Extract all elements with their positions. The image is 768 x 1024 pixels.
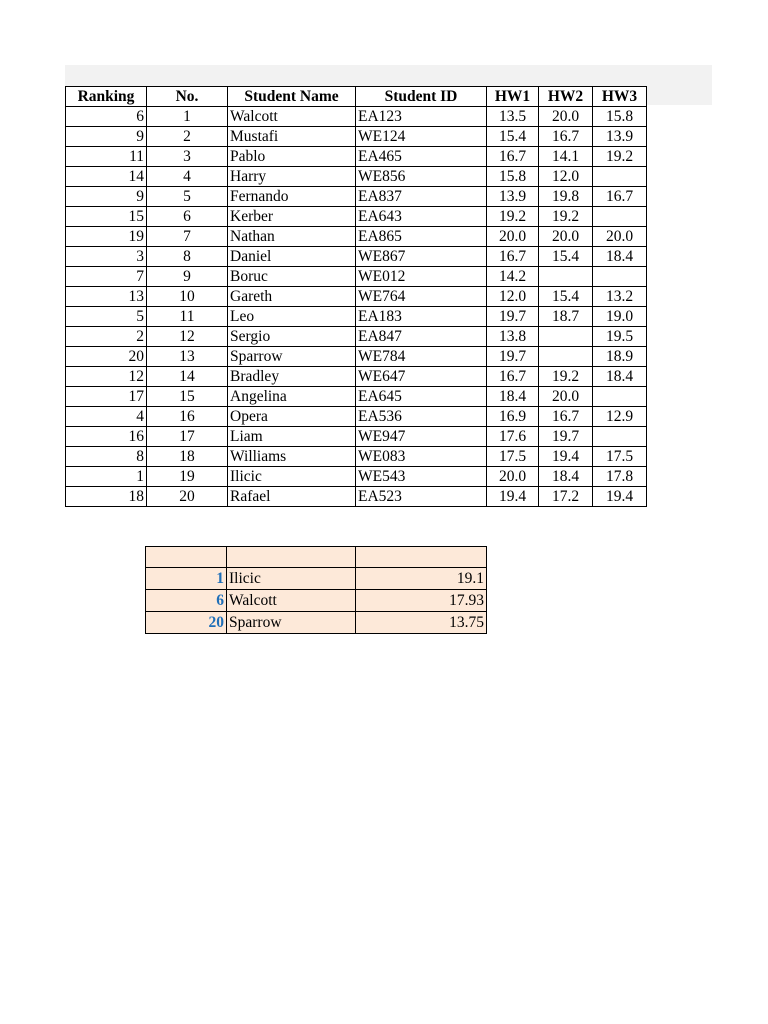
cell-student-id[interactable]: EA865 (356, 227, 487, 247)
cell-student-name[interactable]: Pablo (228, 147, 356, 167)
cell-ranking[interactable]: 1 (66, 467, 147, 487)
summary-rank-cell[interactable]: 6 (146, 590, 227, 612)
cell-student-id[interactable]: WE012 (356, 267, 487, 287)
header-hw2[interactable]: HW2 (539, 87, 593, 107)
cell-hw2[interactable]: 19.2 (539, 367, 593, 387)
cell-hw1[interactable]: 20.0 (487, 227, 539, 247)
cell-ranking[interactable]: 19 (66, 227, 147, 247)
header-no[interactable]: No. (147, 87, 228, 107)
table-row (66, 407, 647, 427)
cell-student-id[interactable]: WE543 (356, 467, 487, 487)
cell-no[interactable]: 6 (147, 207, 228, 227)
cell-no[interactable]: 2 (147, 127, 228, 147)
cell-hw1[interactable]: 20.0 (487, 467, 539, 487)
table-row (66, 327, 647, 347)
header-student-name[interactable]: Student Name (228, 87, 356, 107)
summary-name-cell[interactable] (227, 547, 356, 568)
cell-hw1[interactable]: 14.2 (487, 267, 539, 287)
cell-no[interactable]: 1 (147, 107, 228, 127)
header-hw1[interactable]: HW1 (487, 87, 539, 107)
cell-student-name[interactable]: Opera (228, 407, 356, 427)
cell-hw3[interactable]: 13.2 (593, 287, 647, 307)
cell-student-name[interactable]: Liam (228, 427, 356, 447)
header-row (66, 87, 647, 107)
cell-student-name[interactable]: Walcott (228, 107, 356, 127)
table-row (66, 387, 647, 407)
cell-no[interactable]: 17 (147, 427, 228, 447)
table-row (66, 287, 647, 307)
top-students-summary-table (145, 546, 487, 634)
cell-no[interactable]: 11 (147, 307, 228, 327)
cell-hw2[interactable]: 18.4 (539, 467, 593, 487)
cell-hw3[interactable] (593, 387, 647, 407)
cell-student-id[interactable]: WE947 (356, 427, 487, 447)
summary-name-cell[interactable]: Ilicic (227, 568, 356, 590)
cell-ranking[interactable]: 16 (66, 427, 147, 447)
cell-hw2[interactable]: 20.0 (539, 107, 593, 127)
cell-hw3[interactable]: 16.7 (593, 187, 647, 207)
header-student-id[interactable]: Student ID (356, 87, 487, 107)
cell-hw2[interactable] (539, 267, 593, 287)
cell-hw2[interactable]: 16.7 (539, 127, 593, 147)
cell-no[interactable]: 20 (147, 487, 228, 507)
student-scores-table (65, 86, 647, 507)
cell-student-id[interactable]: EA837 (356, 187, 487, 207)
cell-no[interactable]: 5 (147, 187, 228, 207)
table-row (66, 467, 647, 487)
cell-hw2[interactable]: 17.2 (539, 487, 593, 507)
cell-hw1[interactable]: 16.9 (487, 407, 539, 427)
cell-hw3[interactable]: 19.2 (593, 147, 647, 167)
cell-hw2[interactable]: 15.4 (539, 247, 593, 267)
summary-rank-cell[interactable] (146, 547, 227, 568)
cell-no[interactable]: 9 (147, 267, 228, 287)
summary-name-cell[interactable]: Walcott (227, 590, 356, 612)
summary-score-cell[interactable]: 13.75 (356, 612, 487, 634)
cell-no[interactable]: 12 (147, 327, 228, 347)
cell-hw1[interactable]: 12.0 (487, 287, 539, 307)
cell-student-name[interactable]: Nathan (228, 227, 356, 247)
cell-student-id[interactable]: WE647 (356, 367, 487, 387)
cell-student-id[interactable]: WE124 (356, 127, 487, 147)
cell-hw1[interactable]: 18.4 (487, 387, 539, 407)
cell-hw3[interactable]: 18.4 (593, 247, 647, 267)
cell-student-name[interactable]: Daniel (228, 247, 356, 267)
table-row (66, 167, 647, 187)
table-row (66, 227, 647, 247)
cell-hw2[interactable]: 14.1 (539, 147, 593, 167)
cell-student-name[interactable]: Sparrow (228, 347, 356, 367)
cell-hw3[interactable]: 12.9 (593, 407, 647, 427)
cell-hw2[interactable]: 18.7 (539, 307, 593, 327)
summary-score-cell[interactable] (356, 547, 487, 568)
cell-student-name[interactable]: Harry (228, 167, 356, 187)
cell-ranking[interactable]: 5 (66, 307, 147, 327)
cell-no[interactable]: 10 (147, 287, 228, 307)
table-row (66, 107, 647, 127)
summary-row (146, 612, 487, 634)
cell-student-id[interactable]: EA523 (356, 487, 487, 507)
cell-ranking[interactable]: 4 (66, 407, 147, 427)
cell-ranking[interactable]: 6 (66, 107, 147, 127)
cell-hw2[interactable]: 19.8 (539, 187, 593, 207)
cell-hw2[interactable] (539, 347, 593, 367)
header-hw3[interactable]: HW3 (593, 87, 647, 107)
cell-student-name[interactable]: Gareth (228, 287, 356, 307)
cell-hw1[interactable]: 16.7 (487, 247, 539, 267)
cell-student-name[interactable]: Sergio (228, 327, 356, 347)
cell-ranking[interactable]: 18 (66, 487, 147, 507)
cell-student-name[interactable]: Rafael (228, 487, 356, 507)
cell-no[interactable]: 19 (147, 467, 228, 487)
cell-hw3[interactable]: 18.9 (593, 347, 647, 367)
table-row (66, 367, 647, 387)
cell-ranking[interactable]: 20 (66, 347, 147, 367)
cell-hw1[interactable]: 17.5 (487, 447, 539, 467)
cell-no[interactable]: 14 (147, 367, 228, 387)
cell-hw2[interactable]: 12.0 (539, 167, 593, 187)
cell-hw2[interactable]: 19.7 (539, 427, 593, 447)
cell-ranking[interactable]: 7 (66, 267, 147, 287)
cell-no[interactable]: 3 (147, 147, 228, 167)
cell-hw3[interactable]: 13.9 (593, 127, 647, 147)
cell-hw1[interactable]: 15.8 (487, 167, 539, 187)
cell-ranking[interactable]: 15 (66, 207, 147, 227)
cell-no[interactable]: 15 (147, 387, 228, 407)
cell-ranking[interactable]: 9 (66, 187, 147, 207)
table-row (66, 247, 647, 267)
cell-hw1[interactable]: 19.7 (487, 347, 539, 367)
cell-ranking[interactable]: 8 (66, 447, 147, 467)
cell-no[interactable]: 18 (147, 447, 228, 467)
cell-hw3[interactable]: 19.0 (593, 307, 647, 327)
cell-hw1[interactable]: 19.2 (487, 207, 539, 227)
summary-rank-cell[interactable]: 1 (146, 568, 227, 590)
cell-student-name[interactable]: Angelina (228, 387, 356, 407)
cell-student-name[interactable]: Ilicic (228, 467, 356, 487)
table-row (66, 147, 647, 167)
cell-student-id[interactable]: WE083 (356, 447, 487, 467)
cell-no[interactable]: 7 (147, 227, 228, 247)
summary-name-cell[interactable]: Sparrow (227, 612, 356, 634)
summary-rank-cell[interactable]: 20 (146, 612, 227, 634)
summary-row (146, 547, 487, 568)
cell-ranking[interactable]: 17 (66, 387, 147, 407)
cell-student-name[interactable]: Kerber (228, 207, 356, 227)
table-row (66, 267, 647, 287)
cell-hw3[interactable]: 18.4 (593, 367, 647, 387)
cell-student-name[interactable]: Fernando (228, 187, 356, 207)
cell-hw2[interactable]: 20.0 (539, 227, 593, 247)
cell-ranking[interactable]: 13 (66, 287, 147, 307)
table-row (66, 127, 647, 147)
cell-hw3[interactable]: 17.5 (593, 447, 647, 467)
cell-student-id[interactable]: WE784 (356, 347, 487, 367)
cell-no[interactable]: 13 (147, 347, 228, 367)
cell-student-name[interactable]: Bradley (228, 367, 356, 387)
cell-student-id[interactable]: EA536 (356, 407, 487, 427)
cell-student-name[interactable]: Williams (228, 447, 356, 467)
table-row (66, 347, 647, 367)
cell-hw2[interactable]: 20.0 (539, 387, 593, 407)
cell-no[interactable]: 16 (147, 407, 228, 427)
cell-hw3[interactable] (593, 427, 647, 447)
cell-student-id[interactable]: EA645 (356, 387, 487, 407)
cell-ranking[interactable]: 2 (66, 327, 147, 347)
cell-student-id[interactable]: WE764 (356, 287, 487, 307)
cell-student-name[interactable]: Mustafi (228, 127, 356, 147)
cell-student-id[interactable]: EA123 (356, 107, 487, 127)
table-row (66, 427, 647, 447)
cell-student-id[interactable]: EA183 (356, 307, 487, 327)
summary-score-cell[interactable]: 17.93 (356, 590, 487, 612)
cell-hw1[interactable]: 13.9 (487, 187, 539, 207)
table-row (66, 187, 647, 207)
table-row (66, 307, 647, 327)
cell-student-id[interactable]: EA465 (356, 147, 487, 167)
summary-score-cell[interactable]: 19.1 (356, 568, 487, 590)
cell-hw3[interactable]: 15.8 (593, 107, 647, 127)
cell-hw1[interactable]: 19.4 (487, 487, 539, 507)
cell-ranking[interactable]: 9 (66, 127, 147, 147)
cell-hw1[interactable]: 13.5 (487, 107, 539, 127)
cell-student-id[interactable]: WE867 (356, 247, 487, 267)
cell-student-id[interactable]: WE856 (356, 167, 487, 187)
cell-hw1[interactable]: 16.7 (487, 147, 539, 167)
cell-hw2[interactable]: 15.4 (539, 287, 593, 307)
table-row (66, 207, 647, 227)
cell-hw1[interactable]: 19.7 (487, 307, 539, 327)
cell-ranking[interactable]: 12 (66, 367, 147, 387)
cell-hw1[interactable]: 17.6 (487, 427, 539, 447)
cell-hw1[interactable]: 15.4 (487, 127, 539, 147)
cell-no[interactable]: 8 (147, 247, 228, 267)
cell-hw3[interactable] (593, 207, 647, 227)
cell-hw3[interactable]: 19.5 (593, 327, 647, 347)
table-row (66, 447, 647, 467)
cell-ranking[interactable]: 11 (66, 147, 147, 167)
cell-student-name[interactable]: Leo (228, 307, 356, 327)
header-ranking[interactable]: Ranking (66, 87, 147, 107)
cell-student-id[interactable]: EA847 (356, 327, 487, 347)
cell-student-id[interactable]: EA643 (356, 207, 487, 227)
cell-hw3[interactable] (593, 167, 647, 187)
cell-hw3[interactable] (593, 267, 647, 287)
cell-hw2[interactable]: 16.7 (539, 407, 593, 427)
cell-hw1[interactable]: 16.7 (487, 367, 539, 387)
summary-row (146, 590, 487, 612)
cell-student-name[interactable]: Boruc (228, 267, 356, 287)
summary-row (146, 568, 487, 590)
cell-ranking[interactable]: 14 (66, 167, 147, 187)
cell-hw3[interactable]: 19.4 (593, 487, 647, 507)
cell-hw2[interactable] (539, 327, 593, 347)
cell-hw3[interactable]: 20.0 (593, 227, 647, 247)
table-row (66, 487, 647, 507)
cell-hw2[interactable]: 19.4 (539, 447, 593, 467)
cell-ranking[interactable]: 3 (66, 247, 147, 267)
cell-hw3[interactable]: 17.8 (593, 467, 647, 487)
cell-hw2[interactable]: 19.2 (539, 207, 593, 227)
cell-hw1[interactable]: 13.8 (487, 327, 539, 347)
cell-no[interactable]: 4 (147, 167, 228, 187)
